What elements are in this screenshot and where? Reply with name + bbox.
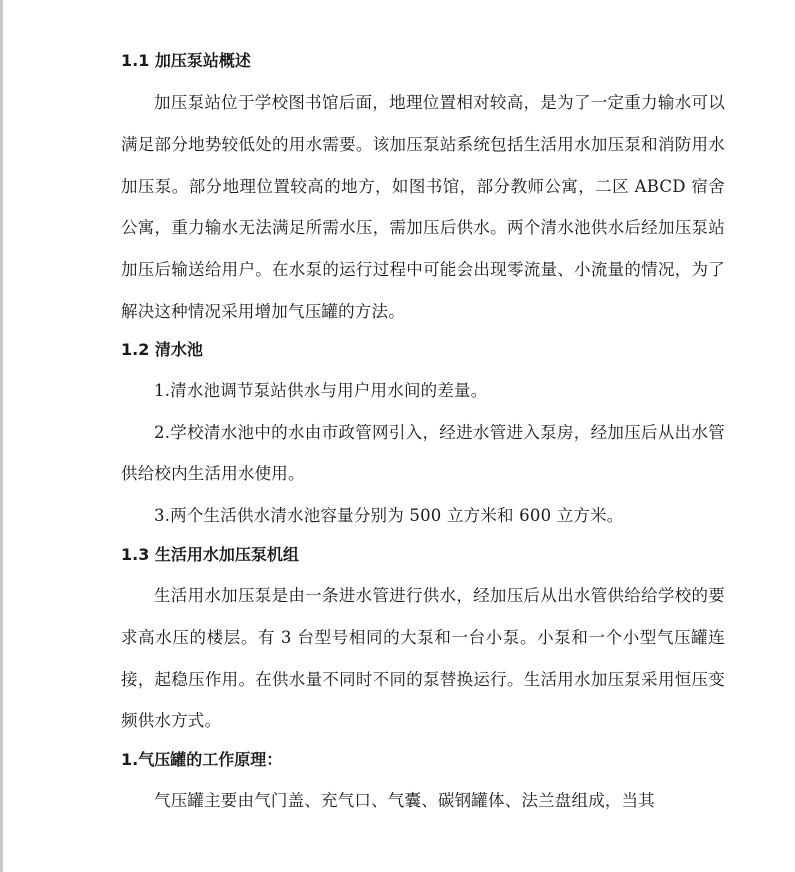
list-item: 3.两个生活供水清水池容量分别为 500 立方米和 600 立方米。 bbox=[154, 506, 624, 526]
section-heading-1-2: 1.2 清水池 bbox=[121, 339, 203, 359]
subsection-heading-pressure-tank: 1.气压罐的工作原理： bbox=[121, 750, 283, 770]
page-left-edge bbox=[0, 0, 3, 872]
subsection-paragraph-pressure-tank: 气压罐主要由气门盖、充气口、气囊、碳钢罐体、法兰盘组成，当其 bbox=[154, 791, 655, 811]
section-heading-1-1: 1.1 加压泵站概述 bbox=[121, 51, 251, 70]
document-page bbox=[121, 48, 725, 822]
section-heading-1-3: 1.3 生活用水加压泵机组 bbox=[121, 544, 299, 564]
clear-water-pool-list bbox=[121, 370, 725, 537]
list-item: 2.学校清水池中的水由市政管网引入，经进水管进入泵房，经加压后从出水管供给校内生活用水使用。 bbox=[121, 422, 725, 484]
list-item: 1.清水池调节泵站供水与用户用水间的差量。 bbox=[154, 380, 488, 400]
section-paragraph-1-3: 生活用水加压泵是由一条进水管进行供水，经加压后从出水管供给给学校的要求高水压的楼层。有 3 台型号相同的大泵和一台小泵。小泵和一个小型气压罐连接，起稳压作用。在供水量不同时不同的泵替换运行。生活用水加压泵采用恒压变频供水方式。 bbox=[121, 585, 725, 731]
section-paragraph-1-1: 加压泵站位于学校图书馆后面，地理位置相对较高，是为了一定重力输水可以满足部分地势较低处的用水需要。该加压泵站系统包括生活用水加压泵和消防用水加压泵。部分地理位置较高的地方，如图书馆，部分教师公寓，二区 ABCD 宿舍公寓，重力输水无法满足所需水压，需加压后供水。两个清水池供水后经加压泵站加压后输送给用户。在水泵的运行过程中可能会出现零流量、小流量的情况，为了解决这种情况采用增加气压罐的方法。 bbox=[121, 93, 725, 321]
